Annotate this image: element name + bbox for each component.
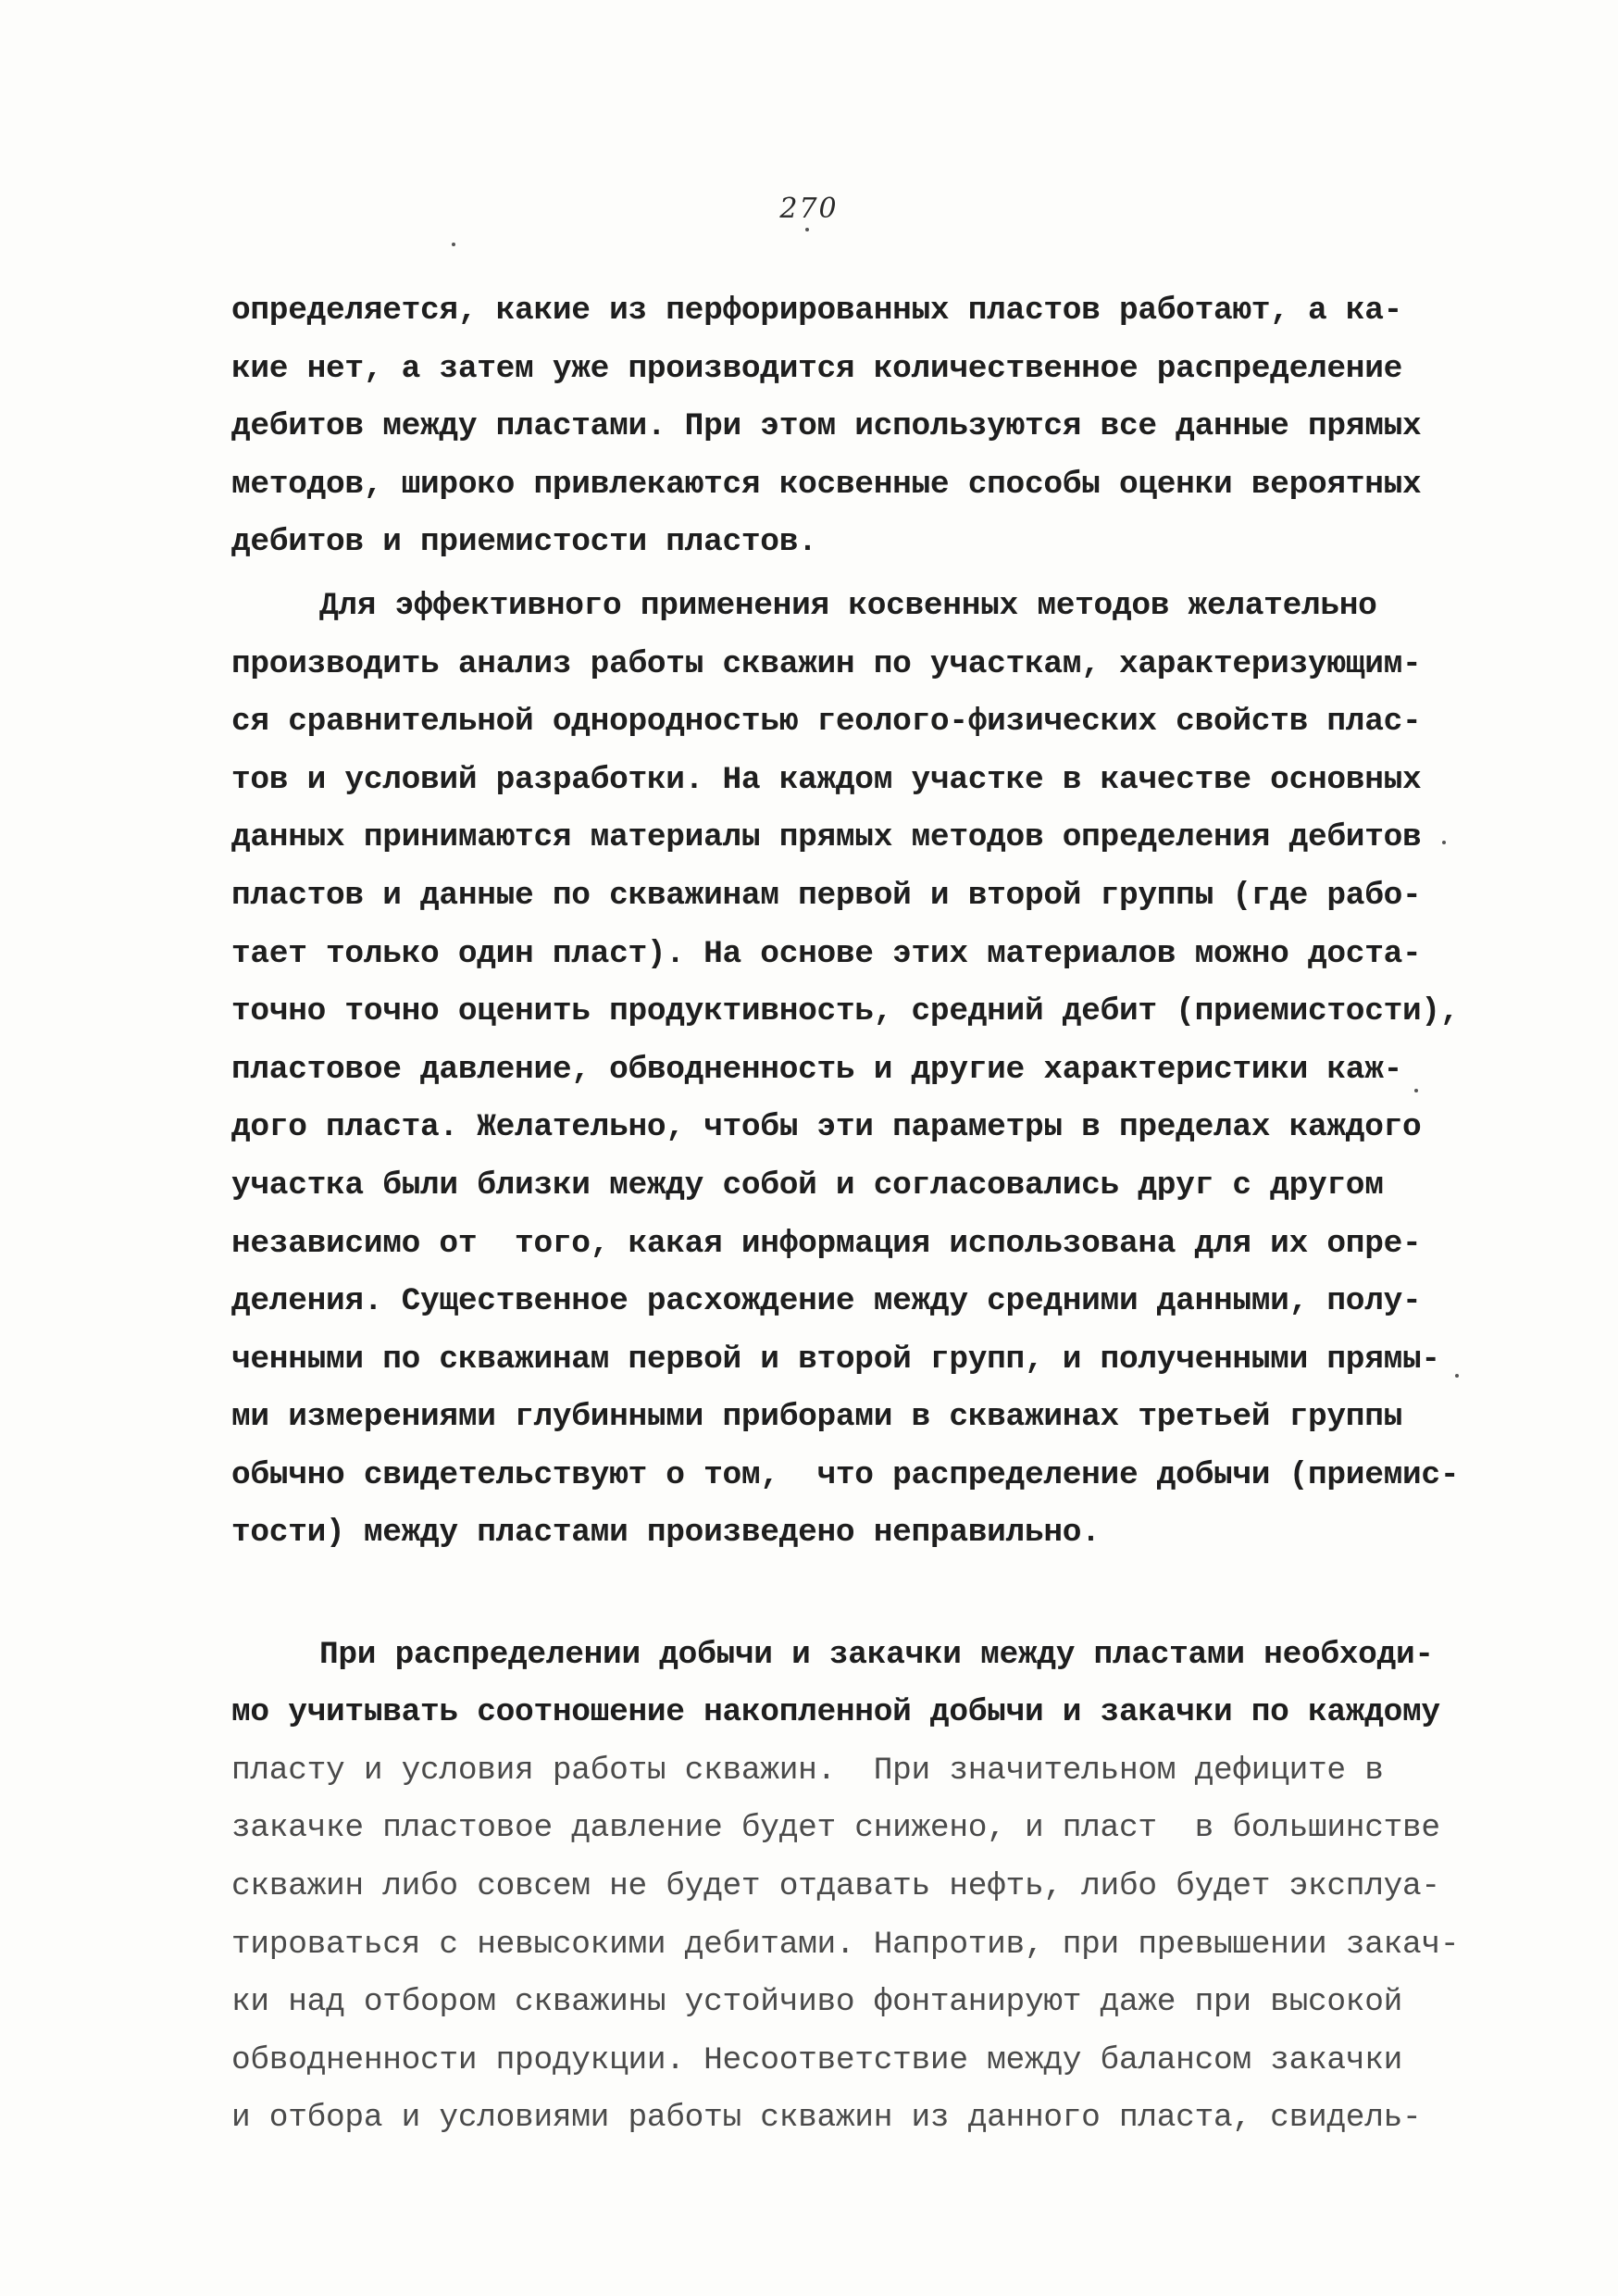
text-line: деления. Существенное расхождение между средними данными, полу- xyxy=(231,1283,1422,1320)
text-line: закачке пластовое давление будет снижено, и пласт в большинстве xyxy=(231,1810,1440,1847)
text-line: кие нет, а затем уже производится количественное распределение xyxy=(231,350,1403,387)
text-line: ки над отбором скважины устойчиво фонтанируют даже при высокой xyxy=(231,1984,1403,2021)
text-line xyxy=(231,1563,1425,1621)
text-line: тости) между пластами произведено неправильно. xyxy=(231,1515,1101,1552)
paragraph-1 xyxy=(231,282,1425,572)
text-line: пластов и данные по скважинам первой и второй группы (где рабо- xyxy=(231,877,1422,914)
text-line: независимо от того, какая информация использована для их опре- xyxy=(231,1225,1422,1262)
text-line: тироваться с невысокими дебитами. Напротив, при превышении закач- xyxy=(231,1926,1460,1963)
text-line: дебитов между пластами. При этом используются все данные прямых xyxy=(231,408,1422,445)
text-line: скважин либо совсем не будет отдавать нефть, либо будет эксплуа- xyxy=(231,1868,1440,1905)
text-line: и отбора и условиями работы скважин из данного пласта, свидель- xyxy=(231,2100,1422,2137)
text-line: дебитов и приемистости пластов. xyxy=(231,524,817,561)
text-line: пласту и условия работы скважин. При значительном дефиците в xyxy=(231,1752,1384,1789)
text-line: ми измерениями глубинными приборами в скважинах третьей группы xyxy=(231,1399,1403,1436)
text-line: участка были близки между собой и согласовались друг с другом xyxy=(231,1167,1384,1204)
text-line: определяется, какие из перфорированных пластов работают, а ка- xyxy=(231,293,1403,329)
scan-speck xyxy=(805,228,809,231)
scan-speck xyxy=(452,243,455,246)
scan-speck xyxy=(1442,841,1446,844)
text-line: обводненности продукции. Несоответствие между балансом закачки xyxy=(231,2041,1403,2078)
text-line: точно точно оценить продуктивность, средний дебит (приемистости), xyxy=(231,993,1460,1030)
paragraph-2 xyxy=(231,578,1460,1621)
text-line: тает только один пласт). На основе этих материалов можно доста- xyxy=(231,935,1422,972)
text-line: При распределении добычи и закачки между пластами необходи- xyxy=(319,1636,1434,1673)
page-number: 270 xyxy=(779,193,839,225)
text-line: обычно свидетельствуют о том, что распределение добычи (приемис- xyxy=(231,1456,1460,1493)
text-body xyxy=(231,282,1460,2148)
text-line: мо учитывать соотношение накопленной добычи и закачки по каждому xyxy=(231,1694,1440,1731)
text-line: ся сравнительной однородностью геолого-физических свойств плас- xyxy=(231,704,1422,741)
text-line: производить анализ работы скважин по участкам, характеризующим- xyxy=(231,645,1422,682)
text-line: пластовое давление, обводненность и другие характеристики каж- xyxy=(231,1051,1403,1088)
text-line: дого пласта. Желательно, чтобы эти параметры в пределах каждого xyxy=(231,1109,1422,1146)
text-line: тов и условий разработки. На каждом участке в качестве основных xyxy=(231,761,1422,798)
text-line: данных принимаются материалы прямых методов определения дебитов xyxy=(231,819,1422,856)
text-line: ченными по скважинам первой и второй групп, и полученными прямы- xyxy=(231,1341,1440,1378)
text-line: Для эффективного применения косвенных методов желательно xyxy=(319,587,1377,624)
scan-speck xyxy=(1455,1374,1459,1378)
text-line: методов, широко привлекаются косвенные способы оценки вероятных xyxy=(231,466,1422,503)
paragraph-3 xyxy=(231,1627,1460,2148)
scan-speck xyxy=(1414,1089,1418,1092)
